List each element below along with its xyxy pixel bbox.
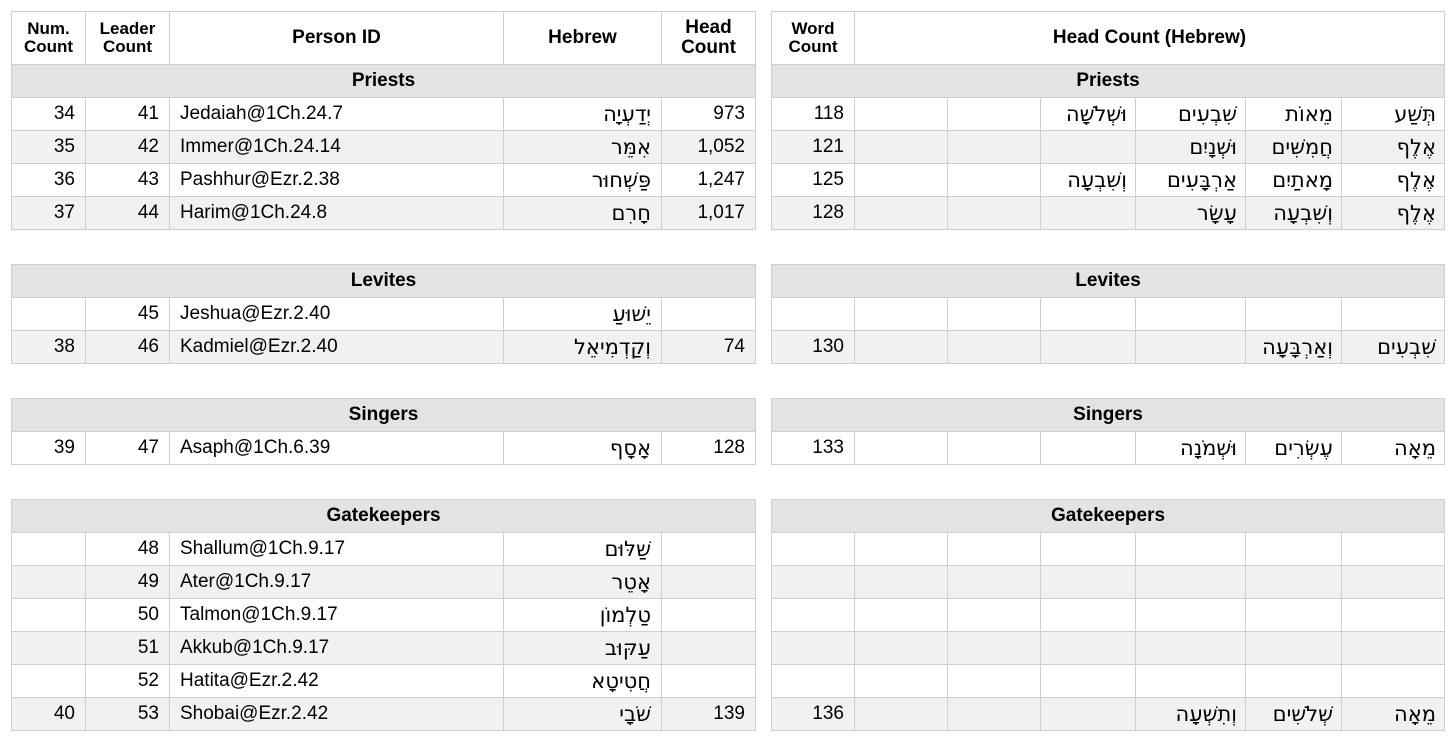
- hebrew-word-cell: [948, 432, 1041, 465]
- hebrew-word-cell: וּשְׁלֹשָׁה: [1041, 98, 1136, 131]
- hebrew-word-cell: [1246, 665, 1342, 698]
- head-count-cell: 128: [662, 432, 756, 465]
- hebrew-word-cell: [948, 131, 1041, 164]
- hebrew-word-cell: [1136, 566, 1246, 599]
- hebrew-word-cell: [1041, 131, 1136, 164]
- head-count-cell: [662, 298, 756, 331]
- table-row: [12, 197, 756, 230]
- hebrew-word-cell: [1041, 331, 1136, 364]
- head-count-cell: [662, 632, 756, 665]
- head-count-hebrew-header: Head Count (Hebrew): [855, 12, 1445, 65]
- hebrew-word-cell: [1041, 632, 1136, 665]
- hebrew-header: Hebrew: [504, 12, 662, 65]
- hebrew-word-cell: [948, 298, 1041, 331]
- right-table-singers: [771, 398, 1445, 465]
- right-table-levites: [771, 264, 1445, 364]
- head-count-cell: 74: [662, 331, 756, 364]
- hebrew-word-cell: [855, 599, 948, 632]
- num-count-cell: [12, 298, 86, 331]
- word-count-cell: 121: [772, 131, 855, 164]
- section-header-row: [12, 399, 756, 432]
- hebrew-word-cell: [1136, 331, 1246, 364]
- leader-count-cell: 41: [86, 98, 170, 131]
- head-count-cell: 1,017: [662, 197, 756, 230]
- hebrew-word-cell: [1136, 665, 1246, 698]
- hebrew-word-cell: [855, 331, 948, 364]
- hebrew-word-cell: [855, 533, 948, 566]
- head-count-cell: [662, 665, 756, 698]
- person-id-cell: Kadmiel@Ezr.2.40: [170, 331, 504, 364]
- hebrew-word-cell: אֶלֶף: [1342, 131, 1445, 164]
- hebrew-word-cell: [948, 197, 1041, 230]
- section-title: Priests: [772, 65, 1445, 98]
- table-row: [12, 566, 756, 599]
- head-count-cell: [662, 599, 756, 632]
- hebrew-word-cell: [1136, 632, 1246, 665]
- person-id-cell: Harim@1Ch.24.8: [170, 197, 504, 230]
- hebrew-word-cell: [948, 698, 1041, 731]
- hebrew-word-cell: [1041, 533, 1136, 566]
- table-row: [12, 698, 756, 731]
- table-row: [772, 331, 1445, 364]
- num-count-cell: 39: [12, 432, 86, 465]
- word-count-cell: 128: [772, 197, 855, 230]
- hebrew-name-cell: אָטֵר: [504, 566, 662, 599]
- num-count-cell: [12, 566, 86, 599]
- hebrew-word-cell: עָשָׂר: [1136, 197, 1246, 230]
- table-row: [772, 632, 1445, 665]
- hebrew-word-cell: [948, 533, 1041, 566]
- person-id-header: Person ID: [170, 12, 504, 65]
- num-count-cell: [12, 632, 86, 665]
- hebrew-word-cell: אֶלֶף: [1342, 197, 1445, 230]
- hebrew-word-cell: [948, 566, 1041, 599]
- hebrew-name-cell: שֹׁבָי: [504, 698, 662, 731]
- hebrew-word-cell: [1246, 533, 1342, 566]
- table-row: [772, 131, 1445, 164]
- word-count-header: Word Count: [772, 12, 855, 65]
- section-title: Singers: [772, 399, 1445, 432]
- table-row: [12, 432, 756, 465]
- hebrew-word-cell: [948, 599, 1041, 632]
- hebrew-name-cell: שַׁלּוּם: [504, 533, 662, 566]
- hebrew-word-cell: וְשִׁבְעָה: [1041, 164, 1136, 197]
- leader-count-cell: 42: [86, 131, 170, 164]
- hebrew-word-cell: [1041, 698, 1136, 731]
- hebrew-word-cell: [948, 331, 1041, 364]
- hebrew-name-cell: עַקּוּב: [504, 632, 662, 665]
- word-count-cell: 133: [772, 432, 855, 465]
- hebrew-word-cell: [948, 632, 1041, 665]
- hebrew-word-cell: [1041, 566, 1136, 599]
- hebrew-word-cell: [948, 665, 1041, 698]
- table-row: [772, 432, 1445, 465]
- head-count-cell: 139: [662, 698, 756, 731]
- section-header-row: [772, 500, 1445, 533]
- head-count-header: Head Count: [662, 12, 756, 65]
- hebrew-word-cell: [855, 98, 948, 131]
- hebrew-word-cell: [1041, 599, 1136, 632]
- person-id-cell: Akkub@1Ch.9.17: [170, 632, 504, 665]
- word-count-cell: [772, 632, 855, 665]
- word-count-cell: [772, 665, 855, 698]
- leader-count-cell: 43: [86, 164, 170, 197]
- hebrew-word-cell: [855, 698, 948, 731]
- table-row: [12, 298, 756, 331]
- leader-count-cell: 50: [86, 599, 170, 632]
- hebrew-word-cell: [855, 131, 948, 164]
- leader-count-cell: 46: [86, 331, 170, 364]
- hebrew-name-cell: טַלְמוֹן: [504, 599, 662, 632]
- leader-count-cell: 53: [86, 698, 170, 731]
- hebrew-word-cell: [855, 164, 948, 197]
- table-row: [12, 533, 756, 566]
- person-id-cell: Shobai@Ezr.2.42: [170, 698, 504, 731]
- hebrew-word-cell: מֵאָה: [1342, 432, 1445, 465]
- hebrew-word-cell: [1342, 632, 1445, 665]
- word-count-cell: 118: [772, 98, 855, 131]
- num-count-cell: [12, 599, 86, 632]
- head-count-cell: [662, 566, 756, 599]
- person-id-cell: Jedaiah@1Ch.24.7: [170, 98, 504, 131]
- hebrew-word-cell: וְשִׁבְעָה: [1246, 197, 1342, 230]
- table-row: [772, 566, 1445, 599]
- hebrew-name-cell: וְקַדְמִיאֵל: [504, 331, 662, 364]
- hebrew-word-cell: [1136, 298, 1246, 331]
- section-header-row: [12, 265, 756, 298]
- hebrew-word-cell: [1041, 432, 1136, 465]
- hebrew-word-cell: שִׁבְעִים: [1342, 331, 1445, 364]
- leader-count-cell: 49: [86, 566, 170, 599]
- section-title: Levites: [12, 265, 756, 298]
- table-row: [772, 533, 1445, 566]
- person-id-cell: Jeshua@Ezr.2.40: [170, 298, 504, 331]
- table-row: [12, 599, 756, 632]
- hebrew-word-cell: מֵאָה: [1342, 698, 1445, 731]
- hebrew-word-cell: [1246, 599, 1342, 632]
- hebrew-word-cell: אַרְבָּעִים: [1136, 164, 1246, 197]
- section-header-row: [772, 65, 1445, 98]
- head-count-cell: 973: [662, 98, 756, 131]
- leader-count-cell: 45: [86, 298, 170, 331]
- num-count-cell: [12, 665, 86, 698]
- num-count-cell: 38: [12, 331, 86, 364]
- hebrew-word-cell: [1342, 298, 1445, 331]
- hebrew-word-cell: אֶלֶף: [1342, 164, 1445, 197]
- table-row: [772, 197, 1445, 230]
- num-count-cell: 40: [12, 698, 86, 731]
- hebrew-name-cell: חֲטִיטָא: [504, 665, 662, 698]
- hebrew-word-cell: תְּשַׁע: [1342, 98, 1445, 131]
- hebrew-word-cell: [1136, 533, 1246, 566]
- hebrew-word-cell: [855, 665, 948, 698]
- table-row: [772, 98, 1445, 131]
- num-count-header: Num. Count: [12, 12, 86, 65]
- num-count-cell: 36: [12, 164, 86, 197]
- hebrew-word-cell: [948, 98, 1041, 131]
- hebrew-word-cell: [855, 298, 948, 331]
- num-count-cell: 35: [12, 131, 86, 164]
- left-table-levites: [11, 264, 756, 364]
- hebrew-word-cell: [1342, 665, 1445, 698]
- section-title: Priests: [12, 65, 756, 98]
- word-count-cell: 130: [772, 331, 855, 364]
- table-row: [12, 164, 756, 197]
- num-count-cell: [12, 533, 86, 566]
- hebrew-word-cell: חֲמִשִּׁים: [1246, 131, 1342, 164]
- person-id-cell: Pashhur@Ezr.2.38: [170, 164, 504, 197]
- leader-count-cell: 52: [86, 665, 170, 698]
- person-id-cell: Hatita@Ezr.2.42: [170, 665, 504, 698]
- person-id-cell: Ater@1Ch.9.17: [170, 566, 504, 599]
- left-table-singers: [11, 398, 756, 465]
- right-table-gatekeepers: [771, 499, 1445, 731]
- section-title: Levites: [772, 265, 1445, 298]
- hebrew-word-cell: [1041, 197, 1136, 230]
- hebrew-word-cell: [1342, 599, 1445, 632]
- word-count-cell: 125: [772, 164, 855, 197]
- hebrew-name-cell: אָסָף: [504, 432, 662, 465]
- person-id-cell: Shallum@1Ch.9.17: [170, 533, 504, 566]
- leader-count-cell: 51: [86, 632, 170, 665]
- hebrew-word-cell: [948, 164, 1041, 197]
- word-count-cell: [772, 298, 855, 331]
- table-row: [12, 632, 756, 665]
- leader-count-header: Leader Count: [86, 12, 170, 65]
- table-row: [772, 698, 1445, 731]
- left-table-gatekeepers: [11, 499, 756, 731]
- left-table-main: [11, 11, 756, 230]
- hebrew-word-cell: [1246, 298, 1342, 331]
- hebrew-word-cell: מֵאוֹת: [1246, 98, 1342, 131]
- head-count-cell: 1,052: [662, 131, 756, 164]
- hebrew-word-cell: שְׁלֹשִׁים: [1246, 698, 1342, 731]
- person-id-cell: Talmon@1Ch.9.17: [170, 599, 504, 632]
- hebrew-word-cell: [855, 566, 948, 599]
- word-count-cell: [772, 533, 855, 566]
- person-id-cell: Immer@1Ch.24.14: [170, 131, 504, 164]
- table-row: [12, 331, 756, 364]
- hebrew-word-cell: [855, 632, 948, 665]
- hebrew-word-cell: שִׁבְעִים: [1136, 98, 1246, 131]
- word-count-cell: [772, 599, 855, 632]
- hebrew-word-cell: מָאתַיִם: [1246, 164, 1342, 197]
- section-title: Gatekeepers: [12, 500, 756, 533]
- hebrew-word-cell: וְאַרְבָּעָה: [1246, 331, 1342, 364]
- num-count-cell: 34: [12, 98, 86, 131]
- hebrew-word-cell: [1342, 566, 1445, 599]
- table-row: [772, 599, 1445, 632]
- word-count-cell: 136: [772, 698, 855, 731]
- hebrew-word-cell: [855, 197, 948, 230]
- section-header-row: [12, 65, 756, 98]
- hebrew-word-cell: וּשְׁנָיִם: [1136, 131, 1246, 164]
- hebrew-word-cell: [1246, 632, 1342, 665]
- section-header-row: [772, 399, 1445, 432]
- table-row: [772, 164, 1445, 197]
- head-count-cell: [662, 533, 756, 566]
- table-row: [772, 298, 1445, 331]
- hebrew-name-cell: אִמֵּר: [504, 131, 662, 164]
- section-title: Singers: [12, 399, 756, 432]
- section-header-row: [772, 265, 1445, 298]
- leader-count-cell: 47: [86, 432, 170, 465]
- hebrew-word-cell: [1041, 665, 1136, 698]
- table-row: [12, 131, 756, 164]
- table-row: [772, 665, 1445, 698]
- table-row: [12, 98, 756, 131]
- head-count-cell: 1,247: [662, 164, 756, 197]
- hebrew-word-cell: [855, 432, 948, 465]
- hebrew-name-cell: יְדַעְיָה: [504, 98, 662, 131]
- word-count-cell: [772, 566, 855, 599]
- section-title: Gatekeepers: [772, 500, 1445, 533]
- hebrew-name-cell: חָרִם: [504, 197, 662, 230]
- hebrew-word-cell: [1041, 298, 1136, 331]
- hebrew-name-cell: יֵשׁוּעַ: [504, 298, 662, 331]
- hebrew-word-cell: [1136, 599, 1246, 632]
- leader-count-cell: 44: [86, 197, 170, 230]
- table-row: [12, 665, 756, 698]
- hebrew-word-cell: עֶשְׂרִים: [1246, 432, 1342, 465]
- hebrew-word-cell: [1342, 533, 1445, 566]
- right-header-row: [772, 12, 1445, 65]
- right-table-main: [771, 11, 1445, 230]
- hebrew-word-cell: [1246, 566, 1342, 599]
- hebrew-name-cell: פַּשְׁחוּר: [504, 164, 662, 197]
- left-header-row: [12, 12, 756, 65]
- num-count-cell: 37: [12, 197, 86, 230]
- leader-count-cell: 48: [86, 533, 170, 566]
- person-id-cell: Asaph@1Ch.6.39: [170, 432, 504, 465]
- hebrew-word-cell: וּשְׁמֹנָה: [1136, 432, 1246, 465]
- hebrew-word-cell: וְתִשְׁעָה: [1136, 698, 1246, 731]
- section-header-row: [12, 500, 756, 533]
